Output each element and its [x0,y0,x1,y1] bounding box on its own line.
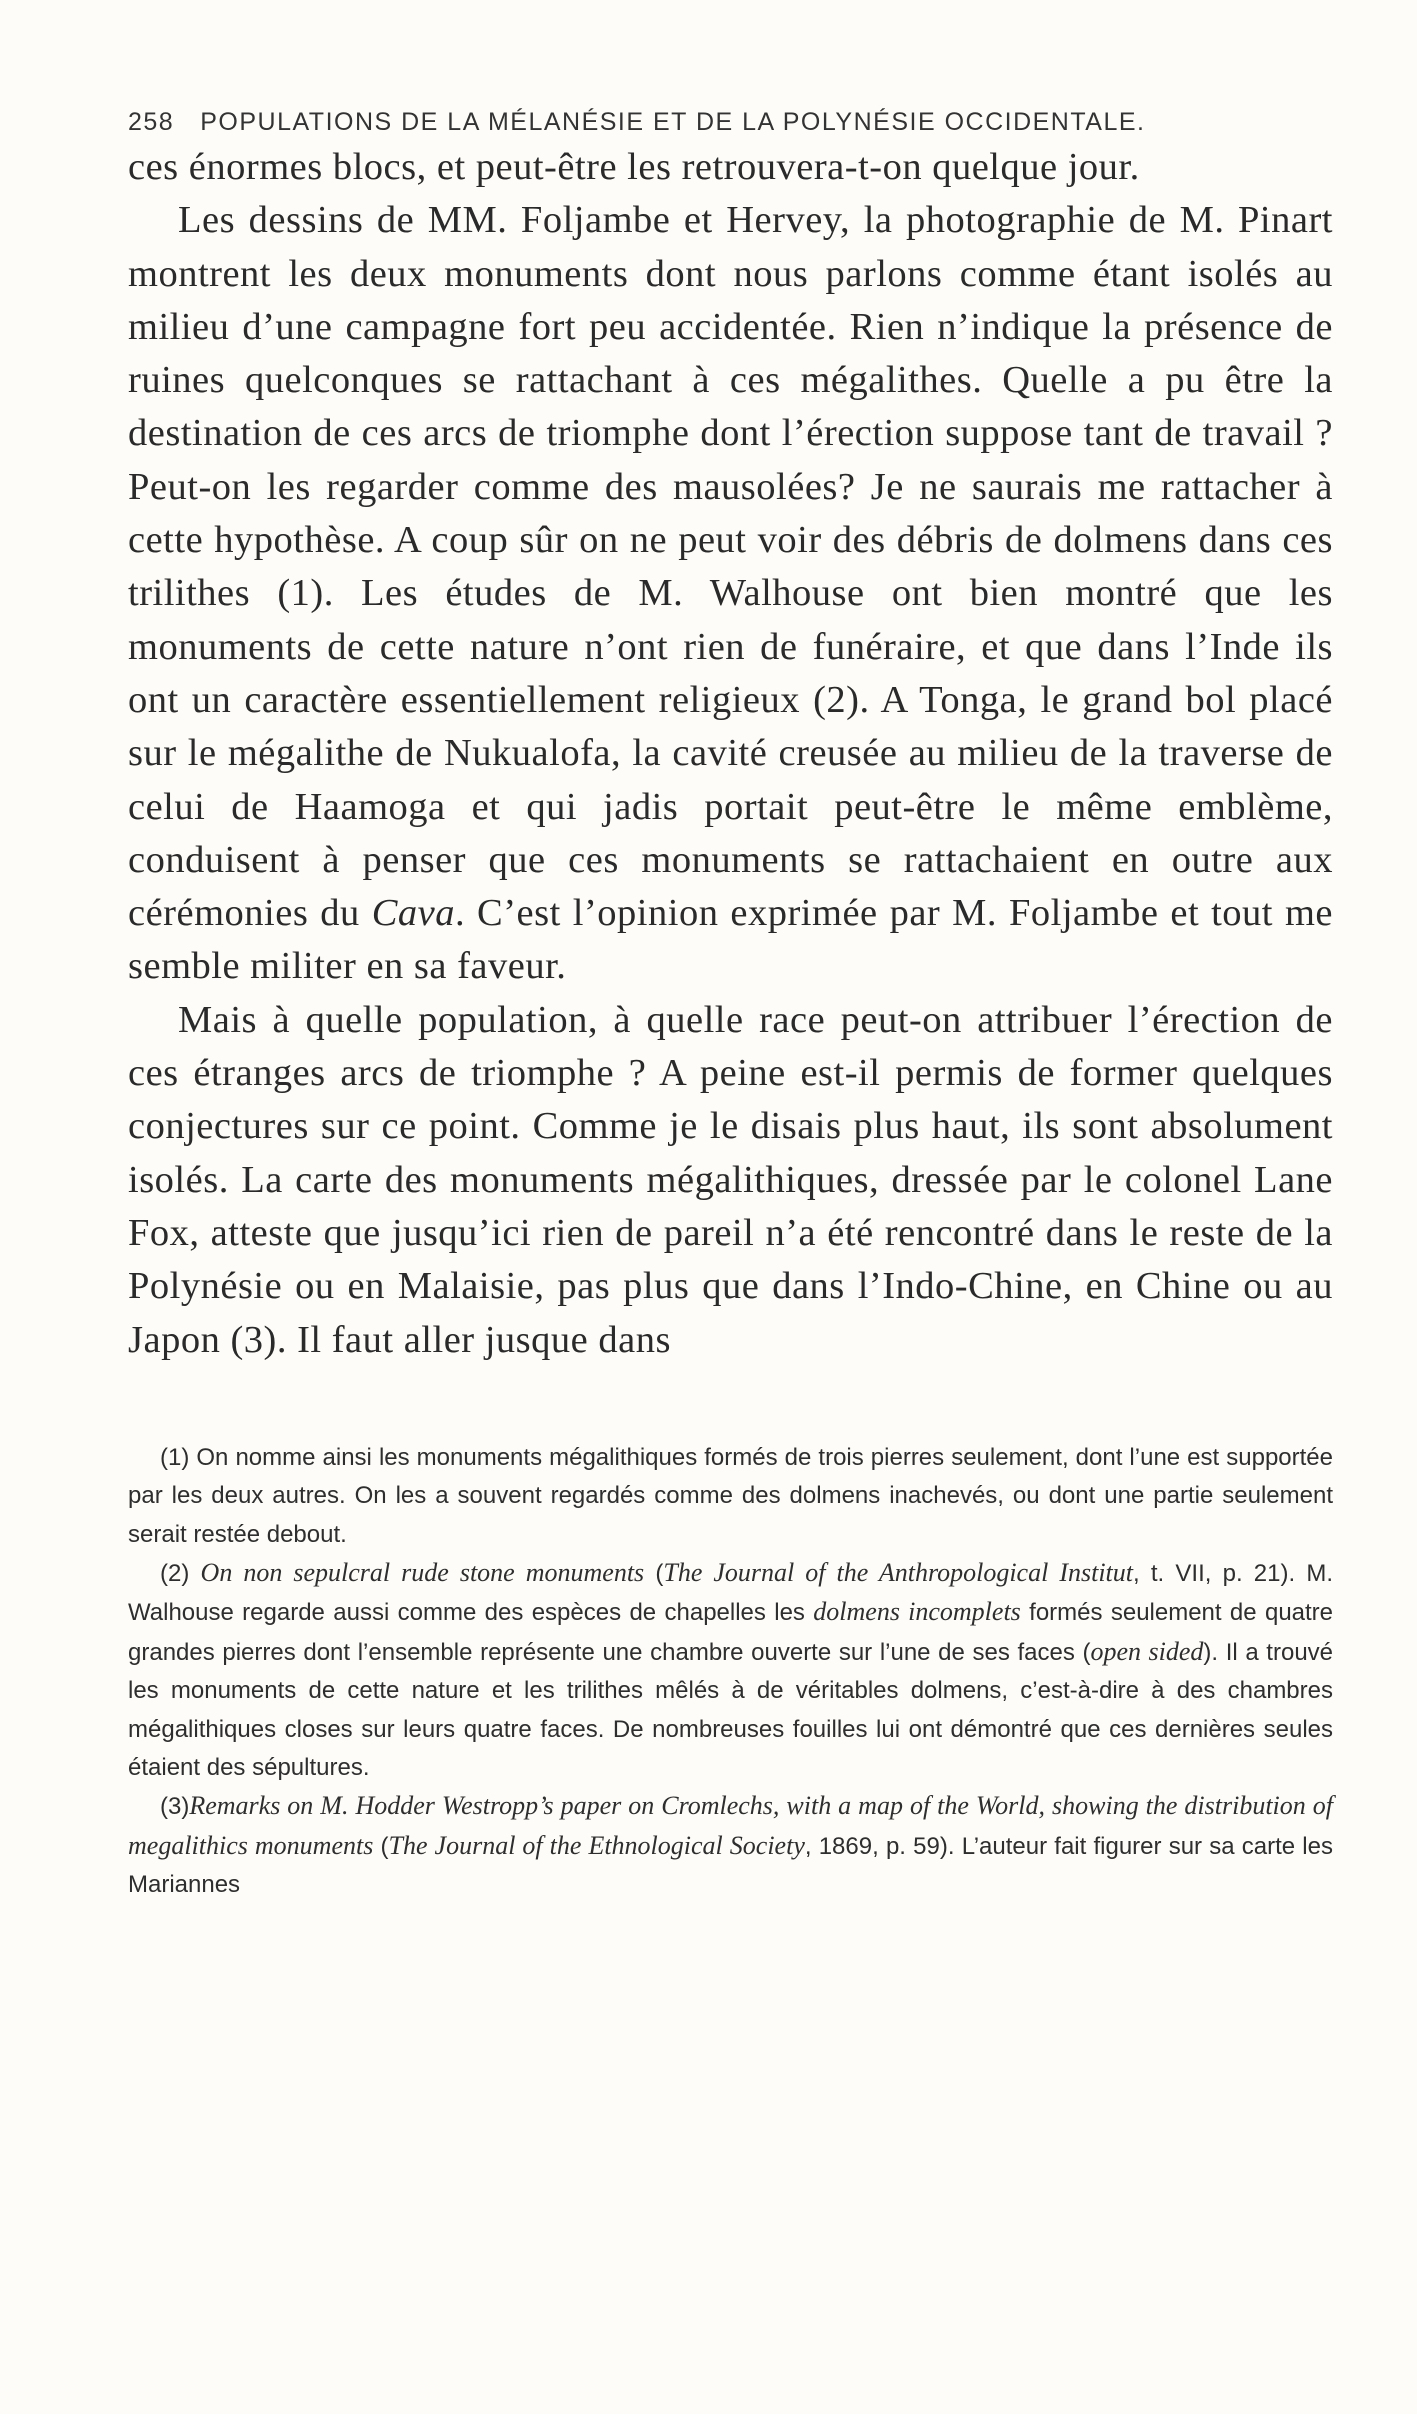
footnote-2-title: On non sepulcral rude stone monuments [200,1558,645,1588]
footnote-2-open: ( [644,1560,664,1588]
footnote-2-text-c: ). Il a trouvé les monuments de cette nature et les trilithes mêlés à de véritables dolmens, c’est-à-dire à des chambres mégalithiques closes sur leurs quatre faces. De nombreuses fouilles lui ont démontré que ces dernières seules étaient des sépultures. [128,1638,1334,1782]
paragraph-2 [128,194,1333,993]
cava-term: Cava [371,892,455,935]
paragraph-2-part-a: Les dessins de MM. Foljambe et Hervey, la photographie de M. Pinart montrent les deux monuments dont nous parlons comme étant isolés au milieu d’une campagne fort peu accidentée. Rien n’indique la présence de ruines quelconques se rattachant à ces mégalithes. Quelle a pu être la destination de ces arcs de triomphe dont l’érection suppose tant de travail ? Peut-on les regarder comme des mausolées? Je ne saurais me rattacher à cette hypothèse. A coup sûr on ne peut voir des débris de dolmens dans ces trilithes (1). Les études de M. Walhouse ont bien montré que les monuments de cette nature n’ont rien de funéraire, et que dans l’Inde ils ont un caractère essentiellement religieux (2). A Tonga, le grand bol placé sur le mégalithe de Nukualofa, la cavité creusée au milieu de la traverse de celui de Haamoga et qui jadis portait peut-être le même emblème, conduisent à penser que ces monuments se rattachaient en outre aux cérémonies du [128,199,1333,935]
footnote-2 [128,1554,1333,1787]
footnote-2-text-a: , t. VII, p. 21). M. Walhouse regarde aussi comme des espèces de chapelles les [128,1560,1334,1627]
footnote-3-text: , 1869, p. 59). L’auteur fait figurer sur sa carte les Mariannes [128,1832,1333,1899]
footnote-3-title: Remarks on M. Hodder Westropp’s paper on Cromlechs, with a map of the World, showing the distribution of megalithics monuments [128,1791,1333,1860]
footnote-1: (1) On nomme ainsi les monuments mégalithiques formés de trois pierres seulement, dont l’une est supportée par les deux autres. On les a souvent regardés comme des dolmens inachevés, ou dont une partie seulement serait restée debout. [128,1443,1333,1548]
footnote-3 [128,1787,1333,1904]
running-header [128,108,1333,137]
footnote-3-open: ( [373,1832,389,1860]
page [128,108,1333,1905]
paragraph-2-part-b: . C’est l’opinion exprimée par M. Foljambe et tout me semble militer en sa faveur. [128,892,1333,988]
footnote-2-open-sided: open sided [1090,1636,1204,1666]
paragraph-1: ces énormes blocs, et peut-être les retrouvera-t-on quelque jour. [128,146,1140,188]
page-number: 258 [128,108,175,136]
footnote-2-mark: (2) [160,1560,190,1588]
footnote-3-mark: (3) [160,1793,190,1821]
footnotes [128,1439,1333,1905]
footnote-2-text-b: formés seulement de quatre grandes pierres dont l’ensemble représente une chambre ouverte sur l’une de ses faces ( [128,1599,1334,1666]
footnote-2-journal: The Journal of the Anthropological Institut [663,1558,1134,1588]
paragraph-3: Mais à quelle population, à quelle race peut-on attribuer l’érection de ces étranges arcs de triomphe ? A peine est-il permis de former quelques conjectures sur ce point. Comme je le disais plus haut, ils sont absolument isolés. La carte des monuments mégalithiques, dressée par le colonel Lane Fox, atteste que jusqu’ici rien de pareil n’a été rencontré dans le reste de la Polynésie ou en Malaisie, pas plus que dans l’Indo-Chine, en Chine ou au Japon (3). Il faut aller jusque dans [128,998,1333,1361]
footnote-3-journal: The Journal of the Ethnological Society [388,1830,805,1860]
footnote-2-dolmens: dolmens incomplets [813,1597,1021,1627]
running-title: POPULATIONS DE LA MÉLANÉSIE ET DE LA POLYNÉSIE OCCIDENTALE. [200,108,1146,136]
main-text [128,141,1333,1367]
